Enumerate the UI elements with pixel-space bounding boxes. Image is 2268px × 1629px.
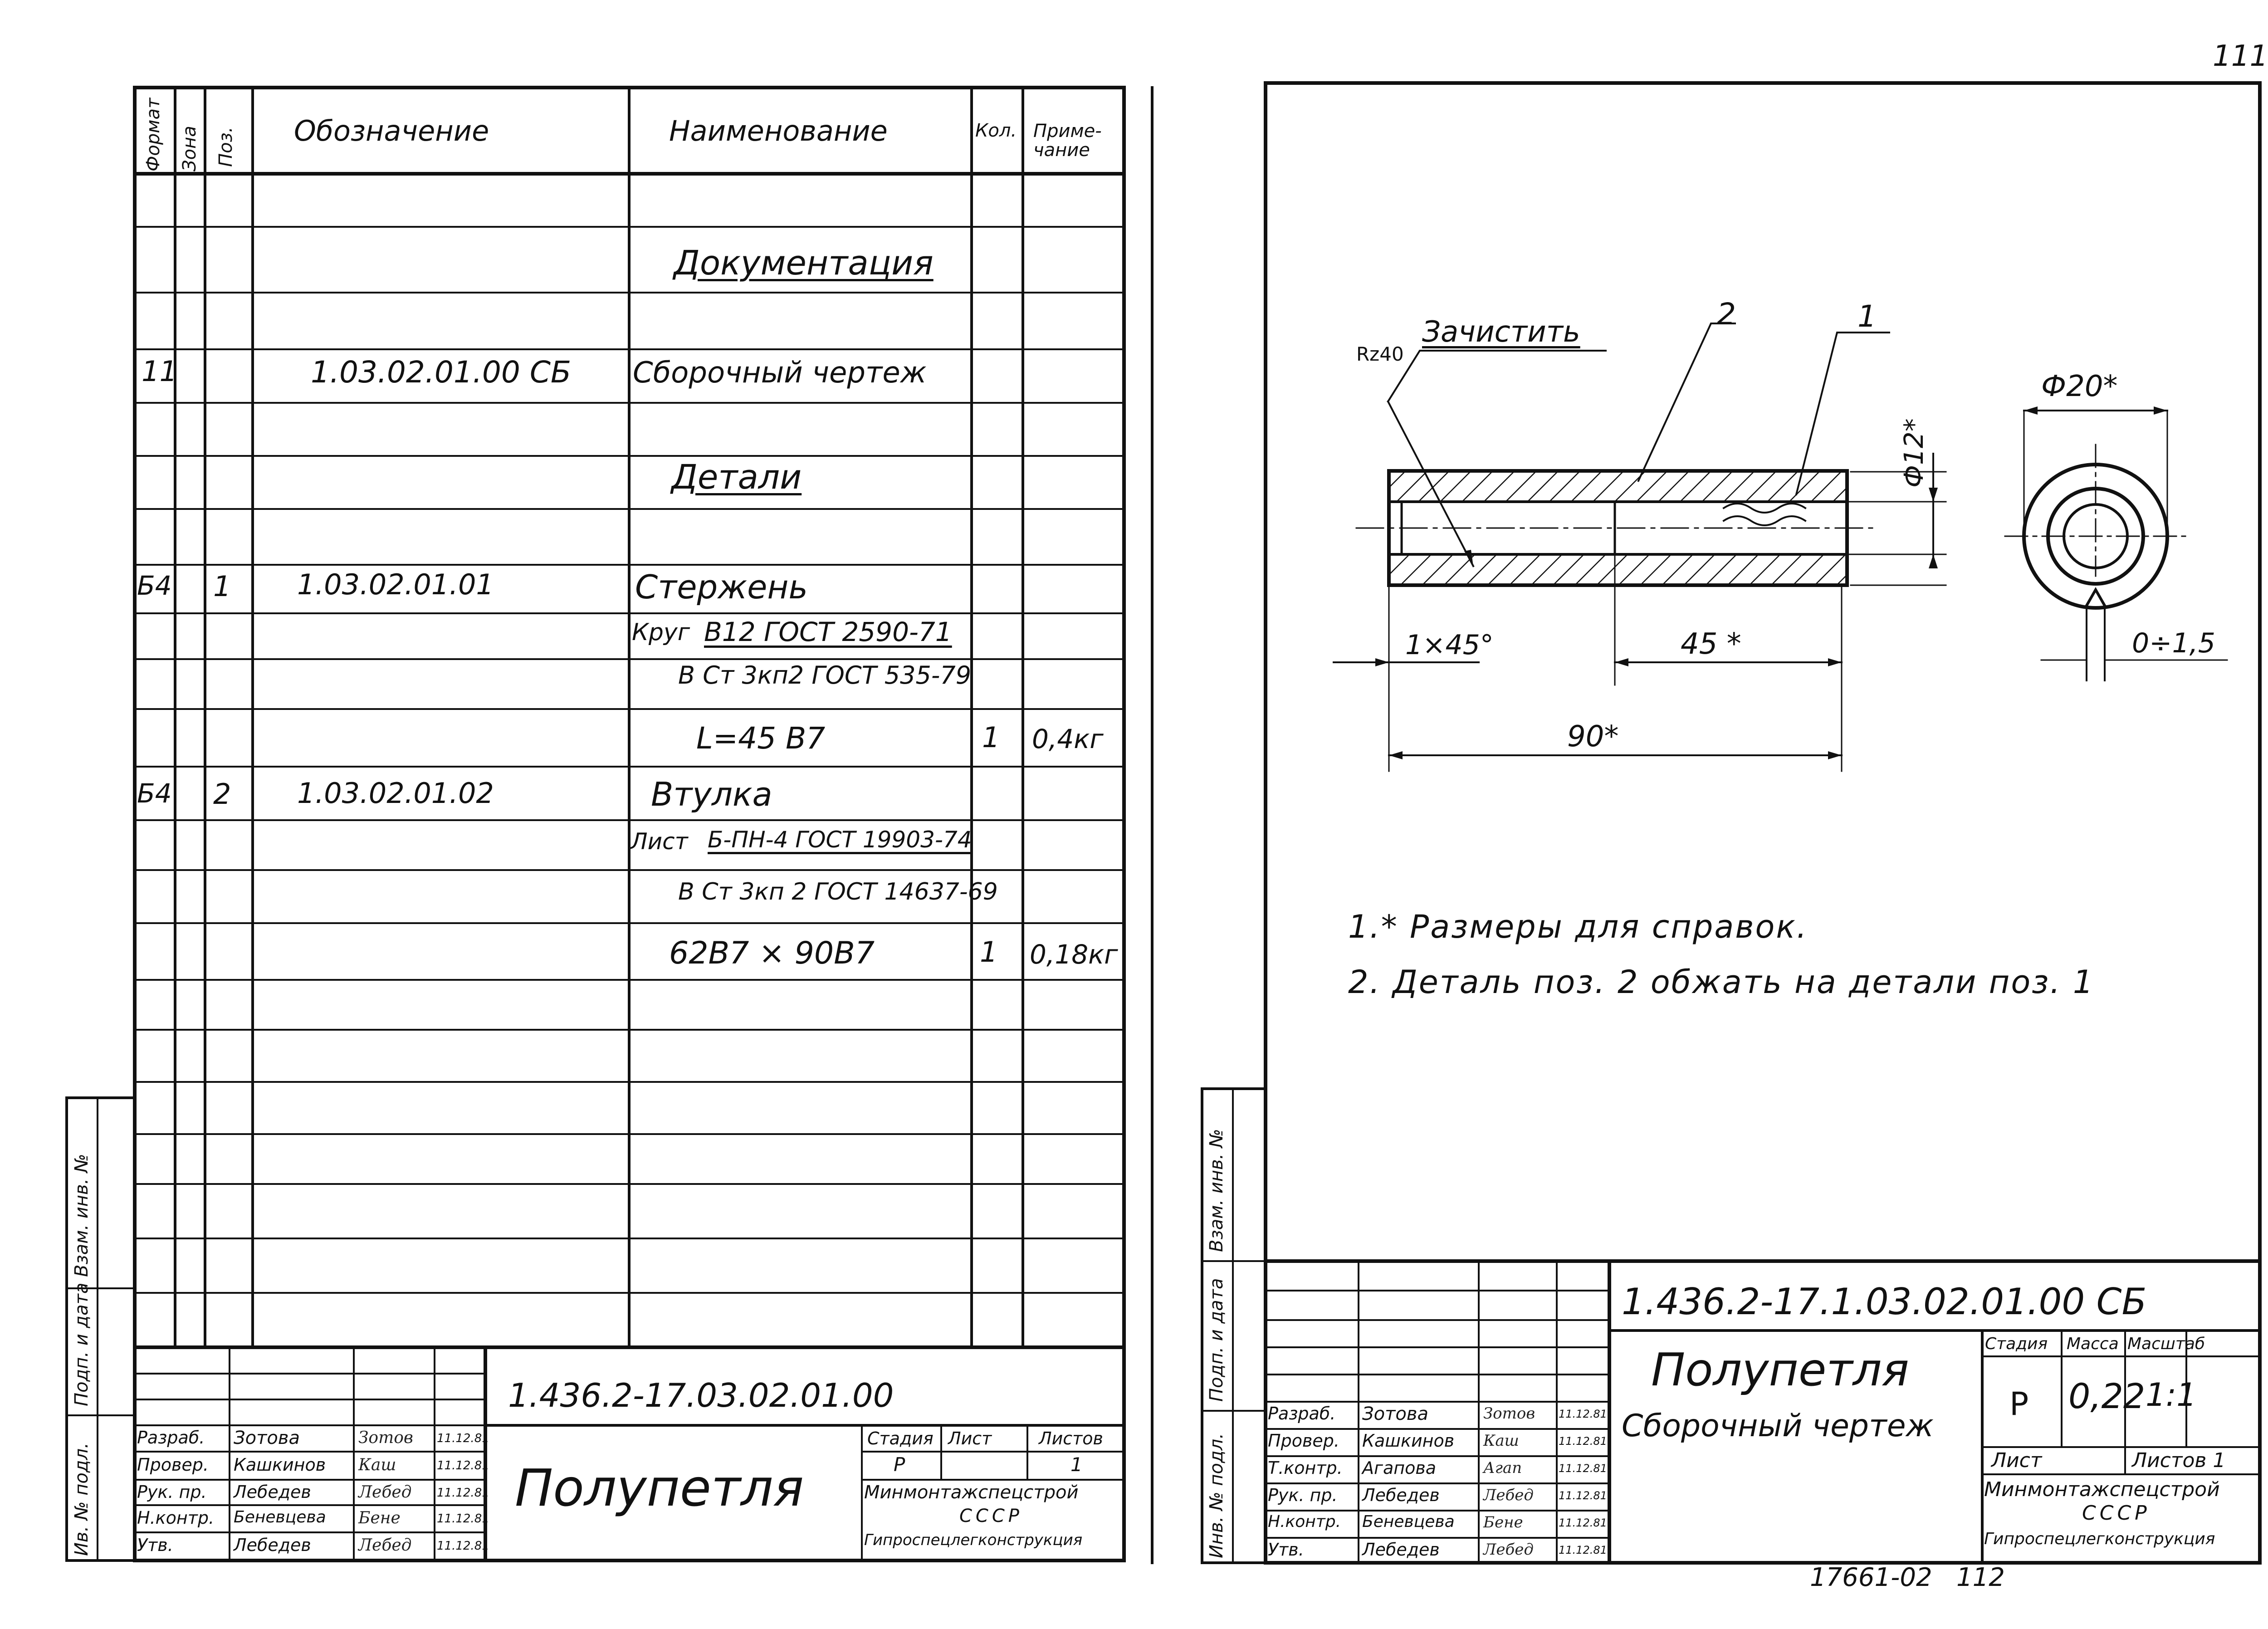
right-date-5: 11.12.81 (1559, 1544, 1607, 1556)
right-date-1: 11.12.81 (1559, 1435, 1607, 1448)
right-org-line1: Минмонтажспецстрой (1984, 1478, 2220, 1501)
right-signature-5: Лебед (1483, 1541, 1534, 1559)
header-pos: Поз. (215, 127, 236, 167)
p2-material-prefix: Лист (631, 828, 688, 855)
right-stage-value: Р (2009, 1385, 2029, 1423)
right-name-0: Зотова (1362, 1404, 1428, 1424)
right-mass-value: 0,22 (2068, 1376, 2146, 1416)
left-name-2: Лебедев (234, 1482, 311, 1502)
left-name-1: Кашкинов (234, 1455, 326, 1475)
left-sheets-value: 1 (1070, 1453, 1083, 1476)
right-name-1: Кашкинов (1362, 1431, 1455, 1451)
header-qty: Кол. (975, 120, 1017, 141)
left-role-3: Н.контр. (137, 1508, 215, 1528)
left-name-3: Беневцева (234, 1508, 326, 1526)
dim-45: 45 * (1681, 627, 1741, 661)
right-stamp-sign-date: Подп. и дата (1206, 1278, 1227, 1402)
p2-designation: 1.03.02.01.02 (297, 777, 494, 810)
doc-designation: 1.03.02.01.00 СБ (311, 355, 572, 390)
right-name-4: Беневцева (1362, 1512, 1455, 1531)
leader-2-label: 2 (1717, 297, 1736, 332)
right-stage-label: Стадия (1985, 1335, 2048, 1353)
right-role-0: Разраб. (1268, 1404, 1336, 1424)
right-date-4: 11.12.81 (1559, 1516, 1607, 1529)
right-name-2: Агапова (1362, 1458, 1437, 1478)
left-stamp-inv-orig: Ив. № подл. (71, 1443, 92, 1556)
section-details: Детали (671, 458, 802, 497)
p1-mass: 0,4кг (1032, 724, 1104, 754)
right-mass-label: Масса (2067, 1335, 2119, 1353)
p2-pos: 2 (213, 778, 231, 811)
p2-size: 62В7 × 90В7 (669, 935, 875, 971)
doc-format: 11 (142, 355, 177, 388)
right-scale-label: Масштаб (2127, 1335, 2205, 1353)
right-signature-1: Каш (1483, 1432, 1519, 1450)
left-role-0: Разраб. (137, 1428, 205, 1448)
left-name-4: Лебедев (234, 1535, 311, 1555)
p1-material-b: В Ст 3кп2 ГОСТ 535-79 (678, 661, 972, 690)
clean-label: Зачистить (1422, 315, 1580, 349)
dim-gap: 0÷1,5 (2132, 627, 2215, 659)
right-role-4: Н.контр. (1268, 1512, 1341, 1531)
page-number: 111 (2213, 39, 2268, 73)
dim-chamfer: 1×45° (1405, 629, 1494, 661)
right-name-3: Лебедев (1362, 1485, 1440, 1505)
p2-material-b: В Ст 3кп 2 ГОСТ 14637-69 (678, 878, 998, 905)
right-name-5: Лебедев (1362, 1540, 1440, 1560)
right-signature-4: Бене (1483, 1513, 1523, 1531)
right-date-2: 11.12.81 (1559, 1462, 1607, 1475)
left-signature-3: Бене (358, 1509, 401, 1527)
left-stage-label: Стадия (867, 1428, 934, 1448)
left-stamp-sign-date: Подп. и дата (71, 1282, 92, 1406)
doc-name: Сборочный чертеж (633, 356, 927, 390)
right-sheet-label: Лист (1991, 1449, 2042, 1472)
left-org-line1: Минмонтажспецстрой (864, 1482, 1079, 1503)
p2-mass: 0,18кг (1030, 939, 1118, 970)
header-note: Приме- чание (1033, 121, 1102, 161)
left-title: Полупетля (515, 1459, 804, 1518)
header-designation: Обозначение (294, 114, 489, 147)
left-date-2: 11.12.81 (437, 1486, 489, 1500)
p1-pos: 1 (213, 570, 231, 603)
left-sheets-label: Листов (1039, 1428, 1103, 1448)
left-sheet-label: Лист (948, 1428, 992, 1448)
archive-number: 17661-02 112 (1810, 1563, 2005, 1592)
p2-qty: 1 (980, 935, 998, 969)
left-doc-code: 1.436.2-17.03.02.01.00 (508, 1376, 894, 1414)
left-date-4: 11.12.81 (437, 1539, 489, 1553)
p1-name: Стержень (635, 568, 808, 606)
right-stamp-inv-replace: Взам. инв. № (1206, 1129, 1227, 1252)
p1-qty: 1 (982, 721, 1000, 754)
p1-material-prefix: Круг (632, 619, 690, 646)
p2-format: Б4 (137, 778, 172, 809)
header-name: Наименование (669, 114, 888, 147)
right-sheets-label: Листов 1 (2132, 1449, 2226, 1472)
p2-material-a: Б-ПН-4 ГОСТ 19903-74 (708, 827, 972, 853)
leader-1-label: 1 (1857, 299, 1877, 334)
note-2: 2. Деталь поз. 2 обжать на детали поз. 1 (1348, 964, 2095, 1001)
left-date-3: 11.12.81 (437, 1512, 489, 1526)
right-doc-code: 1.436.2-17.1.03.02.01.00 СБ (1622, 1281, 2147, 1323)
dim-diameter-12: Ф12* (1898, 418, 1929, 488)
left-date-1: 11.12.81 (437, 1459, 489, 1472)
right-subtitle: Сборочный чертеж (1622, 1408, 1934, 1444)
right-role-2: Т.контр. (1268, 1458, 1343, 1478)
right-signature-0: Зотов (1483, 1404, 1535, 1423)
dim-outer-20: Ф20* (2041, 370, 2118, 403)
p2-name: Втулка (651, 775, 772, 813)
left-role-1: Провер. (137, 1455, 209, 1475)
left-signature-0: Зотов (358, 1428, 413, 1447)
header-zone: Зона (179, 126, 200, 171)
p1-material-a: В12 ГОСТ 2590-71 (704, 616, 952, 647)
right-stamp-inv-orig: Инв. № подл. (1206, 1433, 1227, 1558)
right-signature-3: Лебед (1483, 1486, 1534, 1504)
section-documentation: Документация (674, 244, 934, 283)
left-org-line2: СССР (959, 1506, 1023, 1526)
p1-length: L=45 В7 (696, 721, 826, 756)
right-title: Полупетля (1651, 1343, 1909, 1396)
right-role-1: Провер. (1268, 1431, 1339, 1451)
header-format: Формат (143, 98, 164, 171)
left-signature-4: Лебед (358, 1536, 412, 1555)
right-signature-2: Агап (1483, 1459, 1522, 1477)
left-signature-1: Каш (358, 1456, 396, 1474)
right-org-line3: Гипроспецлегконструкция (1984, 1530, 2215, 1548)
right-role-5: Утв. (1268, 1540, 1304, 1560)
left-stamp-inv-replace: Взам. инв. № (71, 1154, 92, 1277)
left-signature-2: Лебед (358, 1483, 412, 1502)
left-date-0: 11.12.81 (437, 1432, 489, 1445)
left-role-2: Рук. пр. (137, 1482, 207, 1502)
right-date-3: 11.12.81 (1559, 1489, 1607, 1502)
left-name-0: Зотова (234, 1428, 300, 1448)
right-scale-value: 1:1 (2146, 1376, 2197, 1414)
dim-90: 90* (1567, 720, 1619, 753)
note-1: 1.* Размеры для справок. (1348, 908, 1808, 945)
p1-format: Б4 (137, 570, 172, 601)
left-stage-value: Р (894, 1453, 905, 1476)
roughness-label: Rz40 (1356, 343, 1404, 365)
right-role-3: Рук. пр. (1268, 1485, 1338, 1505)
right-org-line2: СССР (2082, 1502, 2151, 1525)
right-date-0: 11.12.81 (1559, 1408, 1607, 1420)
p1-designation: 1.03.02.01.01 (297, 568, 494, 601)
left-org-line3: Гипроспецлегконструкция (864, 1531, 1083, 1549)
left-role-4: Утв. (137, 1535, 173, 1555)
